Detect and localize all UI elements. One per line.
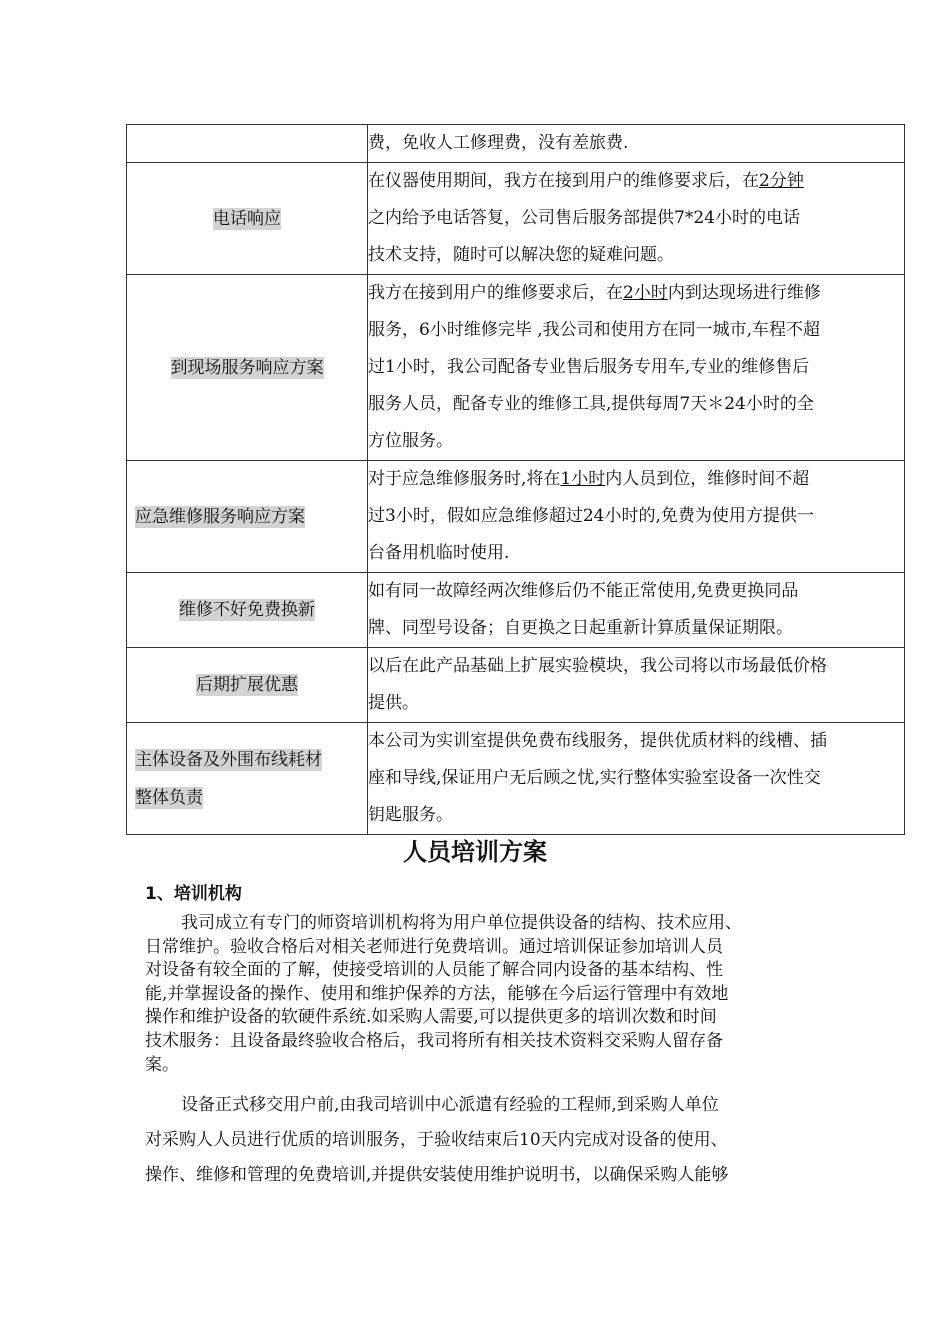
paragraph-training-service: 设备正式移交用户前,由我司培训中心派遣有经验的工程师,到采购人单位 对采购人人员进行优质的培训服务，于验收结束后10天内完成对设备的使用、 操作、维修和管理的免费培训,并提供安装使用维护说明书，以确保采购人能够 bbox=[145, 1095, 729, 1185]
row-content: 本公司为实训室提供免费布线服务，提供优质材料的线槽、插 座和导线,保证用户无后顾之忧,实行整体实验室设备一次性交 钥匙服务。 bbox=[368, 723, 905, 835]
underlined-time: 1小时 bbox=[560, 469, 606, 489]
subheading: 1、培训机构 bbox=[145, 884, 242, 904]
table-row bbox=[127, 573, 905, 648]
row-label bbox=[127, 163, 368, 275]
underlined-time: 2小时 bbox=[623, 283, 668, 303]
table-row bbox=[127, 125, 905, 163]
row-label-empty bbox=[127, 125, 368, 163]
table-row bbox=[127, 648, 905, 723]
row-label bbox=[127, 723, 368, 835]
row-label bbox=[127, 648, 368, 723]
label-emergency-response: 应急维修服务响应方案 bbox=[135, 506, 305, 527]
row-content: 以后在此产品基础上扩展实验模块，我公司将以市场最低价格 提供。 bbox=[368, 648, 905, 723]
label-phone-response: 电话响应 bbox=[213, 208, 281, 229]
row-content: 费，免收人工修理费，没有差旅费. bbox=[368, 125, 905, 163]
label-overall-responsibility-1: 主体设备及外围布线耗材 bbox=[135, 749, 322, 770]
label-onsite-response: 到现场服务响应方案 bbox=[170, 357, 324, 378]
table-row bbox=[127, 461, 905, 573]
table-row bbox=[127, 275, 905, 461]
row-content: 在仪器使用期间，我方在接到用户的维修要求后，在2分钟 之内给予电话答复，公司售后服务部提供7*24小时的电话 技术支持，随时可以解决您的疑难问题。 bbox=[368, 163, 905, 275]
table-row bbox=[127, 723, 905, 835]
row-content: 对于应急维修服务时,将在1小时内人员到位，维修时间不超 过3小时，假如应急维修超过24小时的,免费为使用方提供一 台备用机临时使用. bbox=[368, 461, 905, 573]
label-overall-responsibility-2: 整体负责 bbox=[135, 787, 203, 808]
row-content: 如有同一故障经两次维修后仍不能正常使用,免费更换同品 牌、同型号设备；自更换之日起重新计算质量保证期限。 bbox=[368, 573, 905, 648]
table-row bbox=[127, 163, 905, 275]
row-label bbox=[127, 461, 368, 573]
label-replace-new: 维修不好免费换新 bbox=[179, 600, 315, 620]
section-title: 人员培训方案 bbox=[403, 838, 547, 866]
paragraph-training-org: 我司成立有专门的师资培训机构将为用户单位提供设备的结构、技术应用、 日常维护。验收合格后对相关老师进行免费培训。通过培训保证参加培训人员 对设备有较全面的了解，使接受培训的人员能了解合同内设备的基本结构、性 能,并掌握设备的操作、使用和维护保养的方法，能够在今后运行管理中有效地 操作和维护设备的软硬件系统.如采购人需要,可以提供更多的培训次数和时间 技术服务：且设备最终验收合格后，我司将所有相关技术资料交采购人留存备 案。 bbox=[145, 913, 742, 1075]
row-label bbox=[127, 275, 368, 461]
row-label bbox=[127, 573, 368, 648]
service-table bbox=[126, 124, 905, 835]
underlined-time: 2分钟 bbox=[759, 171, 804, 191]
row-content: 我方在接到用户的维修要求后，在2小时内到达现场进行维修 服务，6小时维修完毕 ,我公司和使用方在同一城市,车程不超 过1小时，我公司配备专业售后服务专用车,专业的维修售后 服务人员，配备专业的维修工具,提供每周7天＊24小时的全 方位服务。 bbox=[368, 275, 905, 461]
label-expansion-discount: 后期扩展优惠 bbox=[196, 675, 298, 695]
